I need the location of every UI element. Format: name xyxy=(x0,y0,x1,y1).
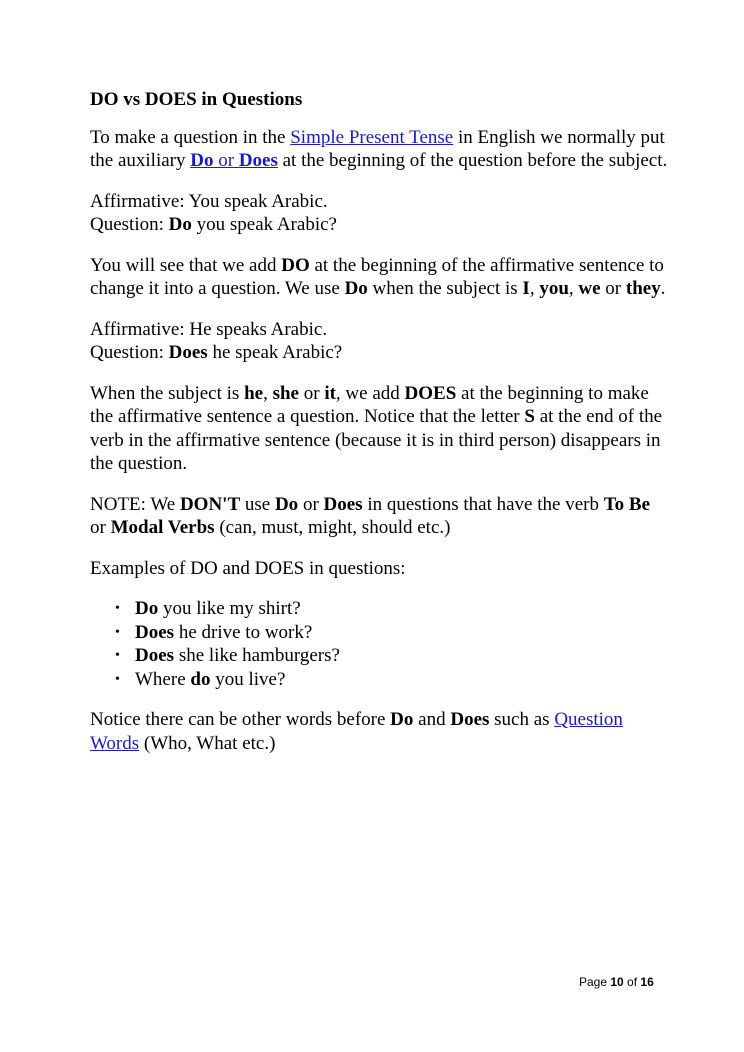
bold-word: Does xyxy=(168,342,208,363)
text-span: he speak Arabic? xyxy=(207,342,343,363)
text-span: . xyxy=(660,278,666,299)
bold-word: DOES xyxy=(404,382,457,404)
question-words-link[interactable]: Question Words xyxy=(90,709,623,754)
examples-heading: Examples of DO and DOES in questions: xyxy=(90,557,406,579)
text-span: Notice there can be other words before xyxy=(90,709,391,730)
text-span: You will see that we add xyxy=(90,254,282,276)
text-span: you like my shirt? xyxy=(158,598,301,619)
text-span: you speak Arabic? xyxy=(191,214,337,235)
text-span: , we add xyxy=(335,382,405,404)
bold-word: DON'T xyxy=(179,493,241,515)
text-span: you live? xyxy=(210,668,286,690)
intro-paragraph xyxy=(90,126,670,173)
bold-word: Does xyxy=(135,621,175,643)
current-page: 10 xyxy=(610,975,624,989)
bold-word: do xyxy=(190,668,211,690)
footer-prefix: Page xyxy=(579,975,611,989)
page-title: DO vs DOES in Questions xyxy=(90,89,303,110)
do-or-does-link[interactable] xyxy=(190,150,278,171)
text-span: such as xyxy=(489,709,555,730)
text-span: , xyxy=(263,382,273,404)
text-span: at the beginning of the affirmative sentence to change it into a question. We use xyxy=(90,254,664,299)
bold-word: she xyxy=(272,382,299,404)
text-span: , xyxy=(529,278,540,299)
list-item xyxy=(115,644,670,668)
explanation-paragraph-do xyxy=(90,254,670,301)
link-or: or xyxy=(213,150,239,171)
bold-word: Do xyxy=(344,278,368,299)
bold-word: I xyxy=(522,278,530,299)
page-number xyxy=(579,975,654,989)
example-1 xyxy=(90,190,670,237)
text-span: Question: xyxy=(90,342,169,363)
footer-of: of xyxy=(623,975,641,989)
text-span: she like hamburgers? xyxy=(174,645,340,666)
bold-word: S xyxy=(524,406,535,427)
link-do: Do xyxy=(190,150,214,171)
bold-word: Do xyxy=(135,598,159,619)
text-span: and xyxy=(413,709,451,730)
affirmative-line: Affirmative: You speak Arabic. xyxy=(90,190,328,212)
bold-word: Does xyxy=(450,709,490,730)
list-item xyxy=(115,621,670,645)
bullet-icon: • xyxy=(115,671,120,687)
text-span: when the subject is xyxy=(367,278,523,299)
bold-word: we xyxy=(578,278,601,299)
bullet-icon: • xyxy=(115,624,120,640)
example-2 xyxy=(90,318,670,365)
bold-word: To Be xyxy=(603,493,651,515)
examples-list xyxy=(90,597,670,691)
text-span: in questions that have the verb xyxy=(362,493,604,515)
text-span: NOTE: We xyxy=(90,493,180,515)
bold-word: DO xyxy=(281,254,310,276)
bold-word: they xyxy=(625,278,661,299)
text-span: use xyxy=(240,493,275,515)
text-span: or xyxy=(600,278,626,299)
bold-word: Do xyxy=(168,214,192,235)
note-paragraph xyxy=(90,493,670,540)
bold-word: Do xyxy=(274,493,299,515)
text-span: or xyxy=(90,517,111,538)
bold-word: Do xyxy=(390,709,414,730)
text-span: , xyxy=(568,278,579,299)
text-span: at the beginning to make the affirmative sentence a question. Notice that the letter xyxy=(90,382,649,427)
bold-word: you xyxy=(539,278,569,299)
bold-word: Does xyxy=(323,493,363,515)
closing-paragraph xyxy=(90,708,670,755)
document-page xyxy=(90,88,670,772)
bold-word: Does xyxy=(135,645,175,666)
simple-present-tense-link[interactable]: Simple Present Tense xyxy=(290,126,454,148)
text-span: at the beginning of the question before the subject. xyxy=(277,150,668,171)
explanation-paragraph-does xyxy=(90,382,670,476)
list-item xyxy=(115,668,670,692)
text-span: or xyxy=(298,493,324,515)
link-does: Does xyxy=(238,150,278,171)
text-span: When the subject is xyxy=(90,382,245,404)
bold-word: he xyxy=(244,382,264,404)
text-span: To make a question in the xyxy=(90,126,291,148)
text-span: he drive to work? xyxy=(174,621,313,643)
text-span: Question: xyxy=(90,214,169,235)
text-span: (can, must, might, should etc.) xyxy=(214,517,451,538)
bold-word: it xyxy=(324,382,336,404)
text-span: or xyxy=(298,382,325,404)
list-item xyxy=(115,597,670,621)
bullet-icon: • xyxy=(115,648,120,663)
text-span: in English we normally put the auxiliary xyxy=(90,126,665,171)
affirmative-line: Affirmative: He speaks Arabic. xyxy=(90,318,328,340)
text-span: (Who, What etc.) xyxy=(139,732,276,754)
bold-word: Modal Verbs xyxy=(110,517,215,538)
bullet-icon: • xyxy=(115,601,120,616)
text-span: Where xyxy=(135,668,191,690)
text-span: at the end of the verb in the affirmative sentence (because it is in third person) disappears in the question. xyxy=(90,406,663,474)
total-pages: 16 xyxy=(640,975,654,989)
